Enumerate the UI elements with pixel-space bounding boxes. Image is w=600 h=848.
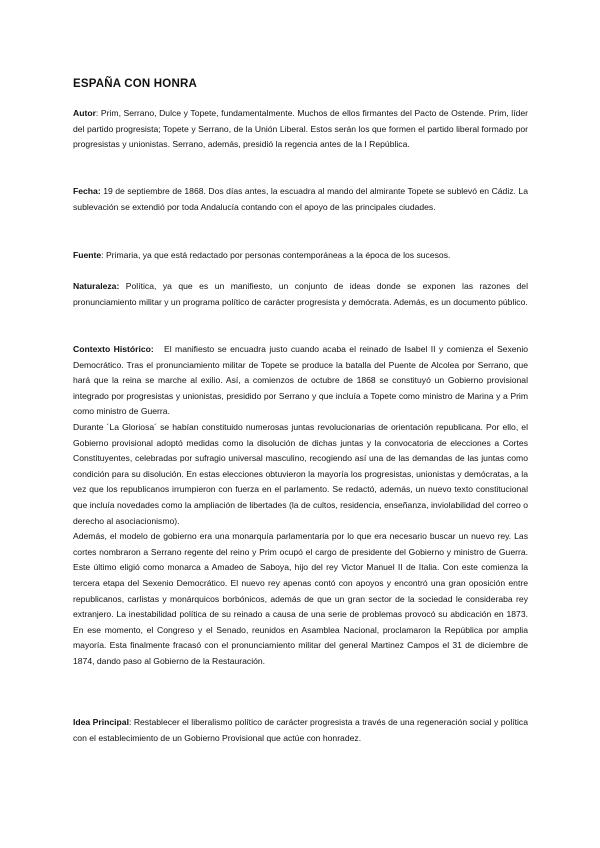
- section-autor: [73, 106, 528, 153]
- naturaleza-label: Naturaleza:: [73, 281, 120, 291]
- section-fecha: [73, 184, 528, 215]
- autor-label: Autor: [73, 108, 96, 118]
- fuente-text: : Primaria, ya que está redactado por personas contemporáneas a la época de los sucesos.: [101, 250, 451, 260]
- idea-label: Idea Principal: [73, 717, 129, 727]
- fuente-label: Fuente: [73, 250, 102, 260]
- section-naturaleza: [73, 279, 528, 310]
- contexto-p1: El manifiesto se encuadra justo cuando acaba el reinado de Isabel II y comienza el Sexenio Democrático. Tras el pronunciamiento militar de Topete se produce la batalla del Puente de Alcolea por Serrano, que hará que la reina se marche al exilio. Así, a comienzos de octubre de 1868 se constituyó un Gobierno provisional integrado por progresistas y unionistas, presidido por Serrano y que incluía a Topete como ministro de Marina y a Prim como ministro de Guerra.: [73, 344, 531, 417]
- autor-text: : Prim, Serrano, Dulce y Topete, fundamentalmente. Muchos de ellos firmantes del Pacto de Ostende. Prim, líder del partido progresista; Topete y Serrano, de la Unión Liberal. Estos serán los que formen el partido liberal formado por progresistas y unionistas. Serrano, además, presidió la regencia antes de la I República.: [73, 108, 528, 150]
- contexto-p2: Durante ´La Gloriosa´ se habían constituido numerosas juntas revolucionarias de orientación republicana. Por ello, el Gobierno provisional adoptó medidas como la disolución de dichas juntas y la convocatoria de elecciones a Cortes Constituyentes, celebradas por sufragio universal masculino, recogiendo así una de las demandas de las juntas como condición para su disolución. En estas elecciones obtuvieron la mayoría los progresistas, unionistas y demócratas, a la vez que los republicanos irrumpieron con fuerza en el parlamento. Se redactó, además, un nuevo texto constitucional que incluía novedades como la ampliación de libertades (la de cultos, residencia, enseñanza, inviolabilidad del correo o derecho al asociacionismo).: [73, 421, 528, 526]
- section-idea-principal: [73, 715, 528, 746]
- document-title: ESPAÑA CON HONRA: [73, 78, 197, 90]
- fecha-text: 19 de septiembre de 1868. Dos días antes, la escuadra al mando del almirante Topete se sublevó en Cádiz. La sublevación se extendió por toda Andalucía contando con el apoyo de las principales ciudades.: [73, 186, 528, 212]
- fecha-label: Fecha:: [73, 186, 101, 196]
- contexto-p3: Además, el modelo de gobierno era una monarquía parlamentaria por lo que era necesario buscar un nuevo rey. Las cortes nombraron a Serrano regente del reino y Prim ocupó el cargo de presidente del Gobierno y ministro de Guerra. Este último eligió como monarca a Amadeo de Saboya, hijo del rey Victor Manuel II de Italia. Con este comienza la tercera etapa del Sexenio Democrático. El nuevo rey apenas contó con apoyos y encontró una gran oposición entre republicanos, carlistas y monárquicos borbónicos, además de que un gran sector de la sociedad le consideraba rey extranjero. La inestabilidad política de su reinado a causa de una serie de problemas provocó su abdicación en 1873. En ese momento, el Congreso y el Senado, reunidos en Asamblea Nacional, proclamaron la República por amplia mayoría. Esta finalmente fracasó con el pronunciamiento militar del general Martinez Campos el 31 de diciembre de 1874, dando paso al Gobierno de la Restauración.: [73, 531, 528, 666]
- section-contexto: [73, 342, 531, 669]
- naturaleza-text: Política, ya que es un manifiesto, un conjunto de ideas donde se exponen las razones del pronunciamiento militar y un programa político de carácter progresista y demócrata. Además, es un documento público.: [73, 281, 528, 307]
- idea-text: : Restablecer el liberalismo político de carácter progresista a través de una regeneración social y política con el establecimiento de un Gobierno Provisional que actúe con honradez.: [73, 717, 528, 743]
- contexto-label: Contexto Histórico:: [73, 344, 154, 354]
- section-fuente: [73, 248, 528, 264]
